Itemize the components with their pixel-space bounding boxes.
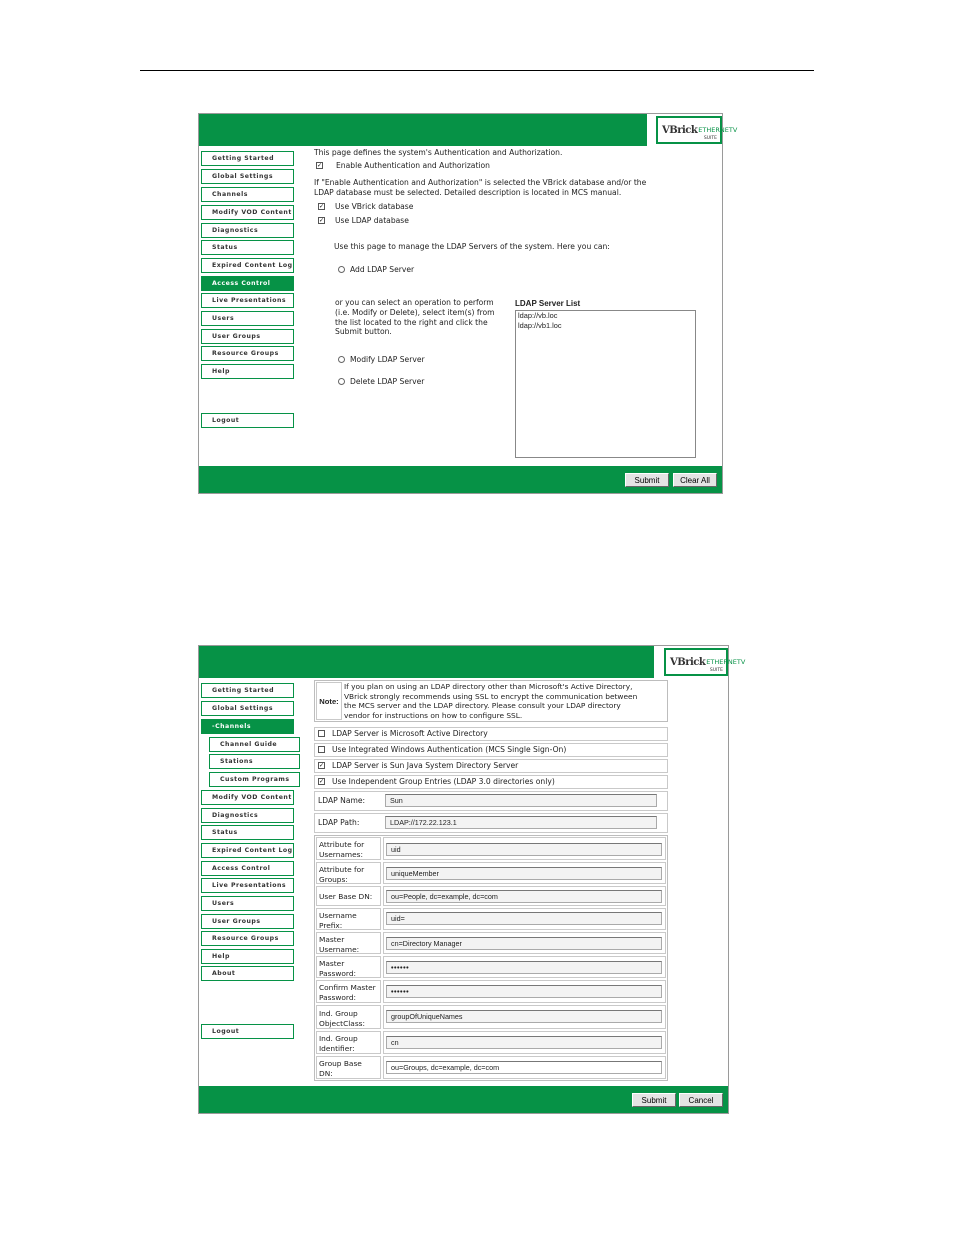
nav-users[interactable]: Users: [201, 896, 294, 911]
select-op-line3: the list located to the right and click the: [335, 318, 488, 327]
group-entries-checkbox[interactable]: ✓: [319, 778, 325, 785]
ldap-server-form-screenshot: [198, 645, 746, 1114]
nav-user-groups[interactable]: User Groups: [201, 914, 294, 929]
delete-ldap-label: Delete LDAP Server: [350, 377, 425, 386]
logo-ethernet-text: ETHERNETV: [706, 658, 746, 666]
nav-channels[interactable]: -Channels: [201, 719, 294, 734]
field-input-cell: [383, 932, 666, 954]
ldap-attribute-fields: [314, 835, 668, 1081]
nav-help[interactable]: Help: [201, 364, 294, 379]
confirm-master-password-input[interactable]: ••••••: [386, 985, 662, 998]
nav-user-groups[interactable]: User Groups: [201, 329, 294, 344]
field-label: Username:: [319, 944, 360, 954]
note-label-cell: [316, 682, 342, 720]
nav-live-presentations[interactable]: Live Presentations: [201, 293, 294, 308]
attr-groups-input[interactable]: uniqueMember: [386, 867, 662, 880]
nav-users[interactable]: Users: [201, 311, 294, 326]
nav-diagnostics[interactable]: Diagnostics: [201, 223, 294, 238]
field-input-cell: [383, 862, 666, 884]
field-label-cell: [316, 1056, 381, 1079]
ldap-name-label: LDAP Name:: [318, 796, 366, 805]
page-header-rule: [140, 70, 814, 71]
note-line: VBrick strongly recommends using SSL to encrypt the communication between: [344, 691, 638, 701]
nav-getting-started[interactable]: Getting Started: [201, 683, 294, 698]
field-label-cell: [316, 862, 381, 884]
ms-ad-label: LDAP Server is Microsoft Active Directory: [332, 729, 488, 738]
add-ldap-radio[interactable]: [338, 266, 345, 273]
manage-ldap-text: Use this page to manage the LDAP Servers of the system. Here you can:: [334, 242, 610, 251]
modify-ldap-label: Modify LDAP Server: [350, 355, 425, 364]
note-line: the MCS server and the LDAP directory. Please consult your LDAP directory: [344, 701, 621, 710]
ldap-server-list-title: LDAP Server List: [515, 299, 581, 308]
field-input-cell: [383, 908, 666, 930]
nav-getting-started[interactable]: Getting Started: [201, 151, 294, 166]
field-label: DN:: [319, 1068, 333, 1078]
field-label-cell: [316, 932, 381, 954]
ms-ad-checkbox[interactable]: [318, 730, 325, 737]
nav-global-settings[interactable]: Global Settings: [201, 169, 294, 184]
field-label-cell: [316, 837, 381, 860]
user-base-dn-input[interactable]: ou=People, dc=example, dc=com: [386, 890, 662, 903]
submit-button[interactable]: Submit: [625, 473, 669, 487]
nav-help[interactable]: Help: [201, 949, 294, 964]
field-label-cell: [316, 1031, 381, 1054]
nav-about[interactable]: About: [201, 966, 294, 981]
clear-all-button[interactable]: Clear All: [673, 473, 717, 487]
ldap-name-input[interactable]: Sun: [385, 794, 657, 807]
nav-modify-vod-content[interactable]: Modify VOD Content: [201, 205, 294, 220]
use-vbrick-db-label: Use VBrick database: [335, 202, 414, 211]
ldap-path-input[interactable]: LDAP://172.22.123.1: [385, 816, 657, 829]
nav-live-presentations[interactable]: Live Presentations: [201, 878, 294, 893]
field-label-cell: [316, 956, 381, 978]
ind-group-objectclass-input[interactable]: groupOfUniqueNames: [386, 1010, 662, 1023]
field-label: Ind. Group: [319, 1009, 358, 1018]
use-ldap-db-label: Use LDAP database: [335, 216, 409, 225]
logo-suite-text: SUITE: [703, 136, 717, 141]
nav-status[interactable]: Status: [201, 825, 294, 840]
field-input-cell: [383, 837, 666, 860]
nav-access-control[interactable]: Access Control: [201, 276, 294, 291]
nav-status[interactable]: Status: [201, 240, 294, 255]
ssl-note-box: [314, 680, 668, 722]
nav-expired-content-log[interactable]: Expired Content Log: [201, 843, 294, 858]
field-label-cell: [316, 980, 381, 1003]
field-input-cell: [383, 1031, 666, 1054]
footer-bar: [199, 466, 722, 493]
header-bar: [199, 114, 647, 146]
sun-label: LDAP Server is Sun Java System Directory Server: [332, 761, 519, 770]
field-label: Groups:: [319, 874, 348, 884]
group-entries-label: Use Independent Group Entries (LDAP 3.0 directories only): [332, 777, 555, 786]
field-label: Password:: [319, 968, 357, 978]
nav-access-control[interactable]: Access Control: [201, 861, 294, 876]
logo-ethernet-text: ETHERNETV: [698, 126, 738, 134]
sun-checkbox[interactable]: ✓: [319, 762, 325, 769]
delete-ldap-radio[interactable]: [338, 378, 345, 385]
username-prefix-input[interactable]: uid=: [386, 912, 662, 925]
field-input-cell: [383, 1005, 666, 1029]
field-input-cell: [383, 980, 666, 1003]
field-label-cell: [316, 908, 381, 930]
note-label: Note:: [319, 696, 339, 706]
auth-settings-screenshot: [198, 113, 738, 494]
field-label: Attribute for: [319, 865, 365, 874]
vbrick-logo: [664, 648, 746, 676]
field-label: Master: [319, 959, 345, 968]
field-label: Prefix:: [319, 920, 343, 930]
nav-logout[interactable]: Logout: [201, 1024, 294, 1039]
list-item[interactable]: ldap://vb.loc: [518, 311, 558, 320]
nav-expired-content-log[interactable]: Expired Content Log: [201, 258, 294, 273]
group-base-dn-input[interactable]: ou=Groups, dc=example, dc=com: [386, 1061, 662, 1074]
iwa-label: Use Integrated Windows Authentication (MCS Single Sign-On): [332, 745, 567, 754]
note-line: vendor for instructions on how to configure SSL.: [344, 710, 523, 720]
field-label-cell: [316, 886, 381, 906]
nav-diagnostics[interactable]: Diagnostics: [201, 808, 294, 823]
attr-usernames-input[interactable]: uid: [386, 843, 662, 856]
nav-modify-vod-content[interactable]: Modify VOD Content: [201, 790, 294, 805]
nav-global-settings[interactable]: Global Settings: [201, 701, 294, 716]
enable-auth-label: Enable Authentication and Authorization: [336, 161, 490, 170]
field-input-cell: [383, 1056, 666, 1079]
field-label: ObjectClass:: [319, 1018, 366, 1028]
submit-button[interactable]: Submit: [632, 1093, 676, 1107]
nav-custom-programs[interactable]: Custom Programs: [209, 772, 300, 787]
enable-auth-checkbox[interactable]: ✓: [317, 162, 323, 169]
footer-bar: [199, 1086, 728, 1113]
select-op-line2: (i.e. Modify or Delete), select item(s) from: [335, 308, 495, 317]
auth-note-line1: If "Enable Authentication and Authorization" is selected the VBrick database and/or the: [314, 178, 647, 187]
logo-vbrick-text: VBrick: [662, 124, 698, 136]
ldap-server-listbox[interactable]: [515, 310, 696, 458]
field-label: Usernames:: [319, 849, 364, 859]
note-line: If you plan on using an LDAP directory other than Microsoft's Active Directory,: [344, 682, 633, 691]
nav-resource-groups[interactable]: Resource Groups: [201, 346, 294, 361]
logo-vbrick-text: VBrick: [670, 656, 706, 668]
modify-ldap-radio[interactable]: [338, 356, 345, 363]
field-label: Username: [319, 911, 357, 920]
intro-text: This page defines the system's Authentication and Authorization.: [314, 148, 563, 157]
logo-suite-text: SUITE: [709, 668, 723, 673]
field-label: Attribute for: [319, 840, 365, 849]
cancel-button[interactable]: Cancel: [679, 1093, 723, 1107]
list-item[interactable]: ldap://vb1.loc: [518, 321, 562, 330]
nav-resource-groups[interactable]: Resource Groups: [201, 931, 294, 946]
ldap-path-label: LDAP Path:: [318, 818, 360, 827]
nav-channels[interactable]: Channels: [201, 187, 294, 202]
master-username-input[interactable]: cn=Directory Manager: [386, 937, 662, 950]
field-label-cell: [316, 1005, 381, 1029]
field-label: Password:: [319, 992, 357, 1002]
field-label: Master: [319, 935, 345, 944]
header-bar: [199, 646, 654, 678]
use-ldap-db-checkbox[interactable]: ✓: [319, 217, 325, 224]
field-label: Confirm Master: [319, 983, 376, 992]
master-password-input[interactable]: ••••••: [386, 961, 662, 974]
nav-stations[interactable]: Stations: [209, 754, 300, 769]
use-vbrick-db-checkbox[interactable]: ✓: [319, 203, 325, 210]
add-ldap-label: Add LDAP Server: [350, 265, 415, 274]
field-label: User Base DN:: [319, 892, 373, 901]
ind-group-identifier-input[interactable]: cn: [386, 1036, 662, 1049]
nav-channel-guide[interactable]: Channel Guide: [209, 737, 300, 752]
field-input-cell: [383, 886, 666, 906]
iwa-checkbox[interactable]: [318, 746, 325, 753]
select-op-line1: or you can select an operation to perform: [335, 298, 494, 307]
select-op-line4: Submit button.: [335, 327, 392, 336]
auth-note-line2: LDAP database must be selected. Detailed description is located in MCS manual.: [314, 188, 622, 197]
vbrick-logo: [656, 116, 738, 144]
field-label: Identifier:: [319, 1043, 355, 1053]
nav-logout[interactable]: Logout: [201, 413, 294, 428]
field-label: Ind. Group: [319, 1034, 358, 1043]
field-input-cell: [383, 956, 666, 978]
field-label: Group Base: [319, 1059, 362, 1068]
